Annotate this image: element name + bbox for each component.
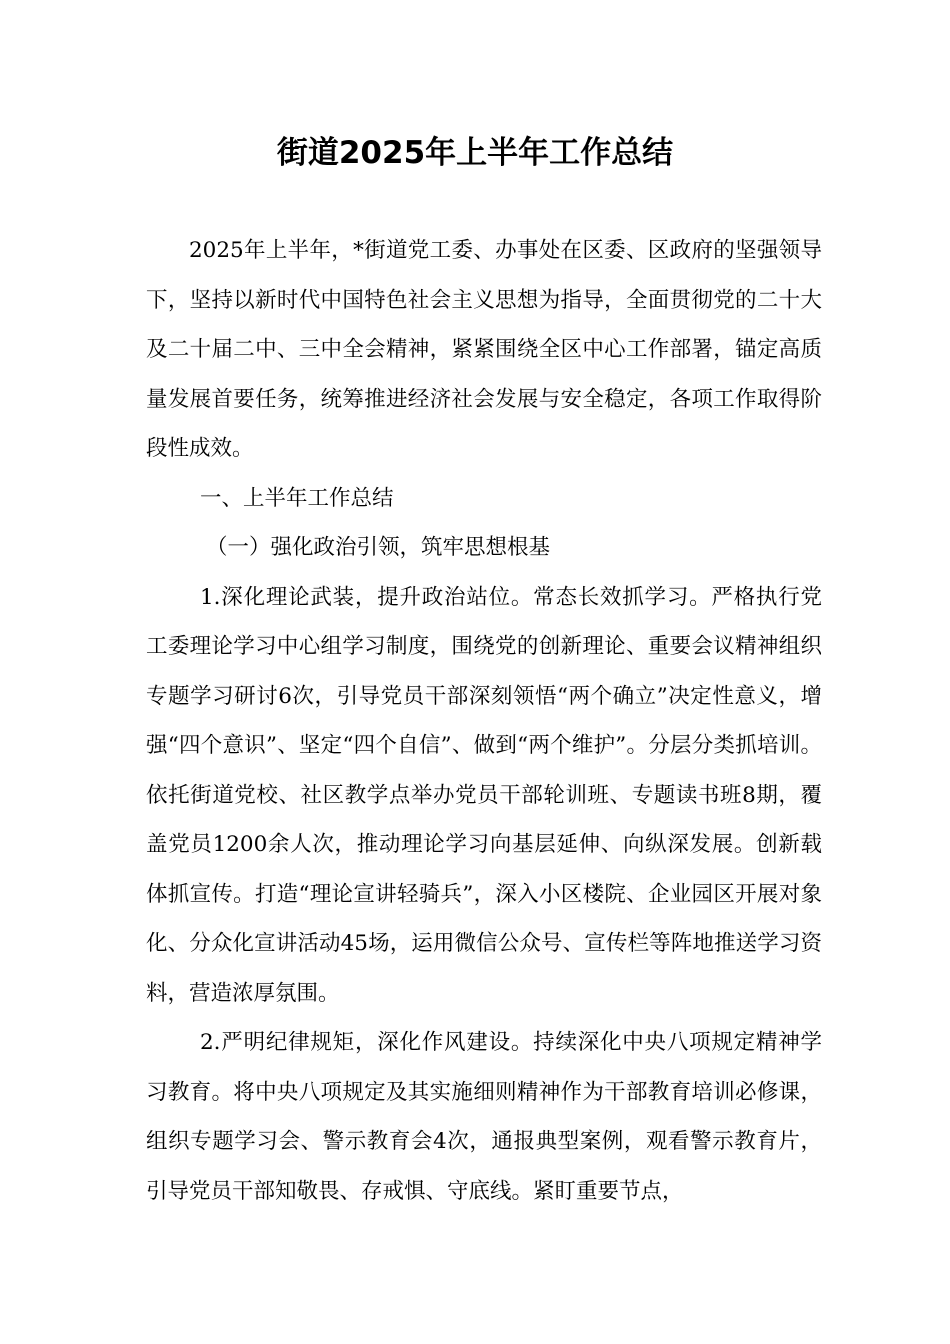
document-body [146, 226, 822, 1216]
intro-paragraph: 2025年上半年，*街道党工委、办事处在区委、区政府的坚强领导下，坚持以新时代中国特色社会主义思想为指导，全面贯彻党的二十大及二十届二中、三中全会精神，紧紧围绕全区中心工作部署，锚定高质量发展首要任务，统筹推进经济社会发展与安全稳定，各项工作取得阶段性成效。 [146, 238, 822, 461]
item-paragraph-2: 2.严明纪律规矩，深化作风建设。持续深化中央八项规定精神学习教育。将中央八项规定及其实施细则精神作为干部教育培训必修课，组织专题学习会、警示教育会4次，通报典型案例，观看警示教育片，引导党员干部知敬畏、存戒惧、守底线。紧盯重要节点， [146, 1030, 822, 1204]
subsection-heading: （一）强化政治引领，筑牢思想根基 [206, 535, 551, 560]
item-paragraph-1: 1.深化理论武装，提升政治站位。常态长效抓学习。严格执行党工委理论学习中心组学习制度，围绕党的创新理论、重要会议精神组织专题学习研讨6次，引导党员干部深刻领悟“两个确立”决定性意义，增强“四个意识”、坚定“四个自信”、做到“两个维护”。分层分类抓培训。依托街道党校、社区教学点举办党员干部轮训班、专题读书班8期，覆盖党员1200余人次，推动理论学习向基层延伸、向纵深发展。创新载体抓宣传。打造“理论宣讲轻骑兵”，深入小区楼院、企业园区开展对象化、分众化宣讲活动45场，运用微信公众号、宣传栏等阵地推送学习资料，营造浓厚氛围。 [146, 584, 822, 1006]
section-heading: 一、上半年工作总结 [200, 485, 394, 511]
document-title: 街道2025年上半年工作总结 [276, 135, 674, 171]
